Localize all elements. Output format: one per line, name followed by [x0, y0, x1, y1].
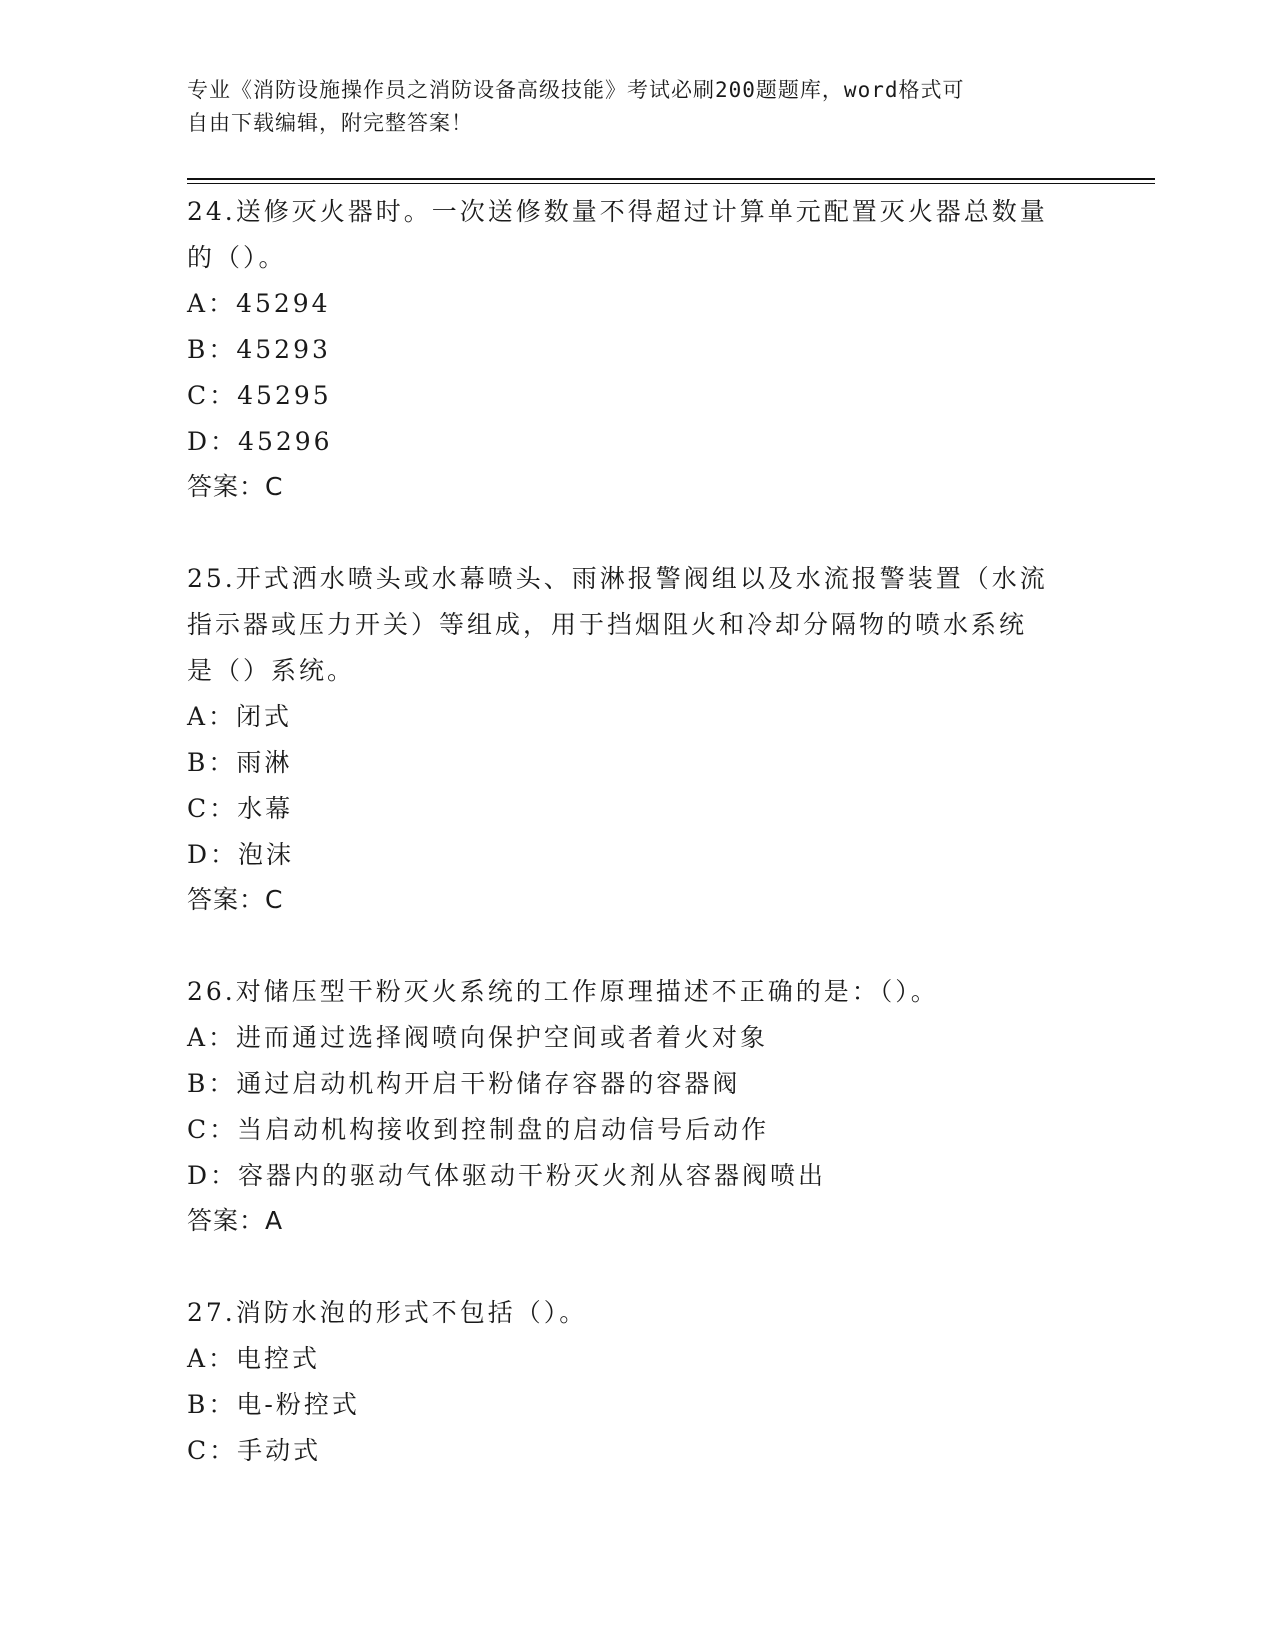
answer: 答案：C [187, 885, 284, 914]
option-c: C：手动式 [187, 1436, 322, 1465]
question-text: 24.送修灭火器时。一次送修数量不得超过计算单元配置灭火器总数量 [187, 197, 1048, 226]
question-text: 27.消防水泡的形式不包括（）。 [187, 1298, 588, 1327]
question-text: 25.开式洒水喷头或水幕喷头、雨淋报警阀组以及水流报警装置（水流 [187, 564, 1048, 593]
option-a: A：进而通过选择阀喷向保护空间或者着火对象 [187, 1023, 769, 1052]
option-b: B：45293 [187, 335, 331, 364]
question-text: 26.对储压型干粉灭火系统的工作原理描述不正确的是：（）。 [187, 977, 939, 1006]
question-text: 指示器或压力开关）等组成，用于挡烟阻火和冷却分隔物的喷水系统 [187, 610, 1028, 639]
option-c: C：水幕 [187, 794, 294, 823]
option-a: A：45294 [187, 289, 331, 318]
header-divider-thick [187, 178, 1155, 180]
question-list [187, 189, 1087, 1521]
question-24 [187, 189, 1087, 509]
option-b: B：雨淋 [187, 748, 293, 777]
question-26 [187, 969, 1087, 1243]
header-line-2: 自由下载编辑，附完整答案！ [187, 111, 473, 135]
option-d: D：45296 [187, 427, 333, 456]
question-25 [187, 556, 1087, 922]
option-c: C：当启动机构接收到控制盘的启动信号后动作 [187, 1115, 770, 1144]
option-d: D：泡沫 [187, 840, 295, 869]
option-a: A：电控式 [187, 1344, 321, 1373]
option-d: D：容器内的驱动气体驱动干粉灭火剂从容器阀喷出 [187, 1161, 827, 1190]
header-divider-thin [187, 183, 1155, 184]
option-b: B：电-粉控式 [187, 1390, 360, 1419]
question-27 [187, 1290, 1087, 1474]
question-text: 是（）系统。 [187, 656, 356, 685]
option-c: C：45295 [187, 381, 332, 410]
answer: 答案：C [187, 472, 284, 501]
header-line-1: 专业《消防设施操作员之消防设备高级技能》考试必刷200题题库，word格式可 [187, 78, 965, 102]
option-a: A：闭式 [187, 702, 293, 731]
answer: 答案：A [187, 1206, 284, 1235]
option-b: B：通过启动机构开启干粉储存容器的容器阀 [187, 1069, 741, 1098]
document-header [187, 74, 1067, 140]
question-text: 的（）。 [187, 243, 287, 272]
